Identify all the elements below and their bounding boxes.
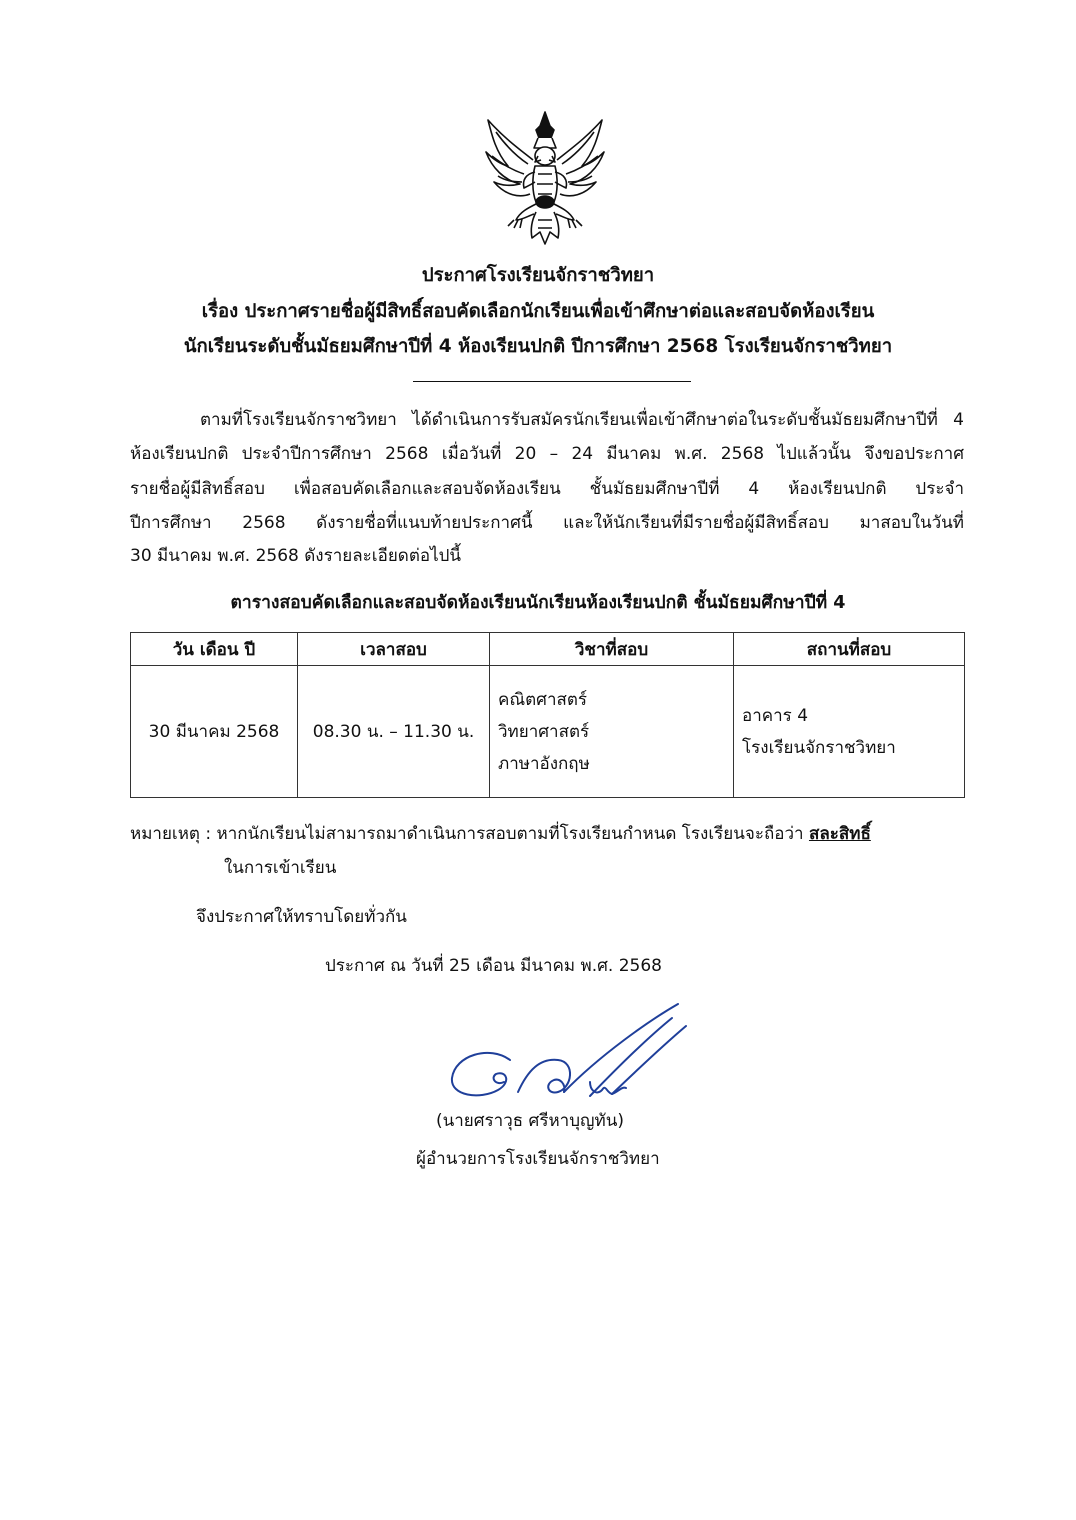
cell-place bbox=[734, 666, 965, 798]
header-date: วัน เดือน ปี bbox=[131, 633, 298, 666]
table-row bbox=[131, 666, 965, 798]
header-subject: วิชาที่สอบ bbox=[490, 633, 734, 666]
garuda-emblem-icon bbox=[478, 108, 612, 248]
announcement-date: ประกาศ ณ วันที่ 25 เดือน มีนาคม พ.ศ. 2568 bbox=[325, 956, 662, 976]
subject-item: วิทยาศาสตร์ bbox=[498, 721, 590, 742]
note-line-2: ในการเข้าเรียน bbox=[224, 858, 337, 878]
subject-item: ภาษาอังกฤษ bbox=[498, 753, 590, 774]
note-emphasis: สละสิทธิ์ bbox=[808, 824, 871, 844]
announcement-subject-line2: นักเรียนระดับชั้นมัธยมศึกษาปีที่ 4 ห้องเรียนปกติ ปีการศึกษา 2568 โรงเรียนจักราชวิทยา bbox=[183, 336, 893, 357]
announcement-title: ประกาศโรงเรียนจักราชวิทยา bbox=[421, 265, 655, 286]
announcement-subject: เรื่อง ประกาศรายชื่อผู้มีสิทธิ์สอบคัดเลือกนักเรียนเพื่อเข้าศึกษาต่อและสอบจัดห้องเรียน bbox=[201, 301, 875, 322]
note-line-1 bbox=[130, 819, 871, 849]
title-divider bbox=[413, 381, 691, 382]
closing-text: จึงประกาศให้ทราบโดยทั่วกัน bbox=[196, 907, 407, 927]
schedule-table bbox=[130, 632, 965, 798]
signatory-name: (นายศราวุธ ศรีหาบุญทัน) bbox=[436, 1111, 624, 1131]
signature-image bbox=[440, 1000, 700, 1110]
cell-subjects bbox=[490, 666, 734, 798]
header-place: สถานที่สอบ bbox=[734, 633, 965, 666]
body-line-5: 30 มีนาคม พ.ศ. 2568 ดังรายละเอียดต่อไปนี้ bbox=[130, 546, 462, 566]
table-header-row bbox=[131, 633, 965, 666]
body-line-3: รายชื่อผู้มีสิทธิ์สอบ เพื่อสอบคัดเลือกและสอบจัดห้องเรียน ชั้นมัธยมศึกษาปีที่ 4 ห้องเรียนปกติ ประจำ bbox=[130, 479, 964, 499]
note-text: หมายเหตุ : หากนักเรียนไม่สามารถมาดำเนินการสอบตามที่โรงเรียนกำหนด โรงเรียนจะถือว่า bbox=[130, 824, 809, 844]
signatory-position: ผู้อำนวยการโรงเรียนจักราชวิทยา bbox=[416, 1149, 660, 1169]
body-line-2: ห้องเรียนปกติ ประจำปีการศึกษา 2568 เมื่อวันที่ 20 – 24 มีนาคม พ.ศ. 2568 ไปแล้วนั้น จึงขอประกาศ bbox=[130, 444, 964, 464]
place-building: อาคาร 4 bbox=[742, 705, 809, 726]
schedule-table-title: ตารางสอบคัดเลือกและสอบจัดห้องเรียนนักเรียนห้องเรียนปกติ ชั้นมัธยมศึกษาปีที่ 4 bbox=[230, 593, 846, 613]
body-line-1: ตามที่โรงเรียนจักราชวิทยา ได้ดำเนินการรับสมัครนักเรียนเพื่อเข้าศึกษาต่อในระดับชั้นมัธยมศึกษาปีที่ 4 bbox=[200, 410, 964, 430]
header-time: เวลาสอบ bbox=[298, 633, 490, 666]
body-line-4: ปีการศึกษา 2568 ดังรายชื่อที่แนบท้ายประกาศนี้ และให้นักเรียนที่มีรายชื่อผู้มีสิทธิ์สอบ มาสอบในวันที่ bbox=[130, 513, 964, 533]
cell-date: 30 มีนาคม 2568 bbox=[131, 666, 298, 798]
place-school: โรงเรียนจักราชวิทยา bbox=[742, 737, 896, 758]
cell-time: 08.30 น. – 11.30 น. bbox=[298, 666, 490, 798]
subject-item: คณิตศาสตร์ bbox=[498, 689, 588, 710]
